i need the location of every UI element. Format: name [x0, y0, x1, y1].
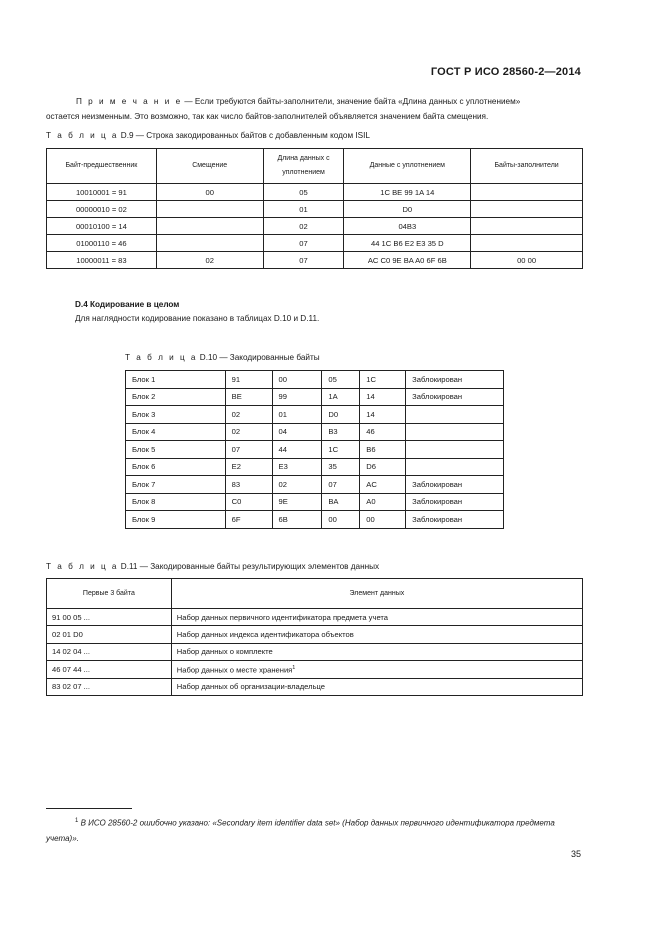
table-cell: Заблокирован — [406, 371, 504, 389]
table-cell — [406, 441, 504, 459]
table-cell: E3 — [272, 458, 322, 476]
table-cell — [406, 458, 504, 476]
table-d11 — [46, 578, 583, 696]
table-cell: 1C BE 99 1A 14 — [344, 184, 471, 201]
table-cell: Блок 8 — [126, 493, 226, 511]
table-row — [47, 626, 583, 643]
table-cell: Набор данных индекса идентификатора объектов — [171, 626, 582, 643]
table-row — [126, 476, 504, 494]
note-label: П р и м е ч а н и е — [76, 97, 183, 106]
table9-caption-label: Т а б л и ц а — [46, 131, 119, 140]
table-cell — [471, 201, 583, 218]
table-cell: 02 — [225, 423, 272, 441]
table9-caption — [46, 131, 370, 140]
table-cell: 1C — [322, 441, 360, 459]
table-row — [126, 511, 504, 529]
table-cell: 01 — [272, 406, 322, 424]
table-cell: Блок 6 — [126, 458, 226, 476]
document-header: ГОСТ Р ИСО 28560-2—2014 — [430, 66, 581, 78]
table-cell: 1C — [360, 371, 406, 389]
table-cell: 35 — [322, 458, 360, 476]
table-cell: 07 — [263, 252, 344, 269]
table11-caption-label: Т а б л и ц а — [46, 562, 119, 571]
table-cell: Блок 3 — [126, 406, 226, 424]
table-cell — [156, 218, 263, 235]
table-row — [126, 423, 504, 441]
section-title: D.4 Кодирование в целом — [75, 300, 180, 309]
table-row — [47, 252, 583, 269]
footnote — [46, 814, 584, 846]
footnote-ref[interactable]: 1 — [292, 664, 296, 671]
table-cell: 14 02 04 ... — [47, 643, 172, 660]
page-number: 35 — [570, 849, 581, 859]
table-row — [126, 371, 504, 389]
table-cell: Набор данных об организации-владельце — [171, 678, 582, 695]
table-row — [126, 458, 504, 476]
table-cell — [156, 235, 263, 252]
table-cell: B3 — [322, 423, 360, 441]
table-d10 — [125, 370, 504, 529]
footnote-marker: 1 — [75, 818, 79, 824]
table-row — [47, 643, 583, 660]
table-cell: 9E — [272, 493, 322, 511]
table-row — [47, 235, 583, 252]
table-cell: 07 — [322, 476, 360, 494]
table-cell: Заблокирован — [406, 511, 504, 529]
table-header-cell: Первые 3 байта — [47, 579, 172, 609]
table-cell: 04 — [272, 423, 322, 441]
table-cell: 05 — [263, 184, 344, 201]
table10-caption-label: Т а б л и ц а — [125, 353, 198, 362]
table-cell: 91 — [225, 371, 272, 389]
table-cell: 01 — [263, 201, 344, 218]
table-cell: E2 — [225, 458, 272, 476]
table11-caption-text: D.11 — Закодированные байты результирующих элементов данных — [118, 562, 380, 571]
table-cell: 04B3 — [344, 218, 471, 235]
table-cell: AC — [360, 476, 406, 494]
table-cell: 46 — [360, 423, 406, 441]
table-cell: 02 — [263, 218, 344, 235]
table-cell: B6 — [360, 441, 406, 459]
table-cell: D6 — [360, 458, 406, 476]
table-cell: AC C0 9E BA A0 6F 6B — [344, 252, 471, 269]
table-row — [126, 406, 504, 424]
table11-caption — [46, 562, 379, 571]
table-cell: 02 — [272, 476, 322, 494]
table-cell: 07 — [225, 441, 272, 459]
table-cell: 14 — [360, 406, 406, 424]
table-header-cell: Данные с уплотнением — [344, 149, 471, 184]
table-cell: 14 — [360, 388, 406, 406]
table-cell: 02 01 D0 — [47, 626, 172, 643]
table-row — [126, 441, 504, 459]
table-cell: Блок 7 — [126, 476, 226, 494]
table-cell: 83 — [225, 476, 272, 494]
table-cell: 02 — [225, 406, 272, 424]
table-row — [47, 609, 583, 626]
table-cell: 44 — [272, 441, 322, 459]
table-cell: 6B — [272, 511, 322, 529]
table-cell: BA — [322, 493, 360, 511]
table-cell: Набор данных о комплекте — [171, 643, 582, 660]
table-cell: 1A — [322, 388, 360, 406]
table10-caption — [125, 353, 320, 362]
table-header-cell: Смещение — [156, 149, 263, 184]
table-cell: BE — [225, 388, 272, 406]
table-cell: 00 — [360, 511, 406, 529]
note-text-line1: — Если требуются байты-заполнители, значение байта «Длина данных с уплотнением» — [182, 97, 521, 106]
table-cell: 00 — [156, 184, 263, 201]
table-cell: D0 — [344, 201, 471, 218]
table-cell — [471, 184, 583, 201]
table-cell: 02 — [156, 252, 263, 269]
table-cell: Блок 4 — [126, 423, 226, 441]
table-cell: 00000010 = 02 — [47, 201, 157, 218]
table-cell: 91 00 05 ... — [47, 609, 172, 626]
table-header-cell: Длина данных с уплотнением — [263, 149, 344, 184]
note-text-line2: остается неизменным. Это возможно, так как число байтов-заполнителей объявляется значением байта смещения. — [46, 112, 489, 121]
table-cell: Блок 5 — [126, 441, 226, 459]
table-row — [47, 678, 583, 695]
table-row — [126, 388, 504, 406]
table-cell: 10000011 = 83 — [47, 252, 157, 269]
table10-caption-text: D.10 — Закодированные байты — [197, 353, 320, 362]
table-header-cell: Байт-предшественник — [47, 149, 157, 184]
table-cell — [156, 201, 263, 218]
note-paragraph — [46, 94, 584, 124]
table-cell: 6F — [225, 511, 272, 529]
table-cell: 00 — [322, 511, 360, 529]
table-row — [47, 218, 583, 235]
table-cell: Блок 2 — [126, 388, 226, 406]
table-cell: Блок 9 — [126, 511, 226, 529]
table-cell: Набор данных первичного идентификатора предмета учета — [171, 609, 582, 626]
table-cell: Заблокирован — [406, 493, 504, 511]
table-cell: 10010001 = 91 — [47, 184, 157, 201]
table-cell: D0 — [322, 406, 360, 424]
table-cell — [406, 406, 504, 424]
table-cell: 00 00 — [471, 252, 583, 269]
table-header-row — [47, 579, 583, 609]
table-row — [47, 661, 583, 678]
table-cell: C0 — [225, 493, 272, 511]
table-cell: 44 1C B6 E2 E3 35 D — [344, 235, 471, 252]
table-cell: A0 — [360, 493, 406, 511]
footnote-text: В ИСО 28560-2 ошибочно указано: «Secondary item identifier data set» (Набор данных первичного идентификатора предмета учета)». — [46, 818, 555, 843]
table-cell: 07 — [263, 235, 344, 252]
table-cell: 05 — [322, 371, 360, 389]
section-text: Для наглядности кодирование показано в таблицах D.10 и D.11. — [75, 314, 320, 323]
table9-caption-text: D.9 — Строка закодированных байтов с добавленным кодом ISIL — [118, 131, 370, 140]
table-cell — [471, 235, 583, 252]
table-cell: 00 — [272, 371, 322, 389]
table-cell: 01000110 = 46 — [47, 235, 157, 252]
table-cell: Заблокирован — [406, 476, 504, 494]
table-cell: 46 07 44 ... — [47, 661, 172, 678]
table-cell: Заблокирован — [406, 388, 504, 406]
table-header-row — [47, 149, 583, 184]
table-header-cell: Байты-заполнители — [471, 149, 583, 184]
table-cell: Блок 1 — [126, 371, 226, 389]
table-cell: 99 — [272, 388, 322, 406]
table-cell: 00010100 = 14 — [47, 218, 157, 235]
table-cell — [406, 423, 504, 441]
table-header-cell: Элемент данных — [171, 579, 582, 609]
table-d9 — [46, 148, 583, 269]
table-cell: 83 02 07 ... — [47, 678, 172, 695]
table-cell — [471, 218, 583, 235]
table-cell — [171, 661, 582, 678]
table-row — [47, 201, 583, 218]
cell-text: Набор данных о месте хранения — [176, 665, 293, 675]
table-row — [47, 184, 583, 201]
footnote-divider — [46, 808, 132, 809]
table-row — [126, 493, 504, 511]
